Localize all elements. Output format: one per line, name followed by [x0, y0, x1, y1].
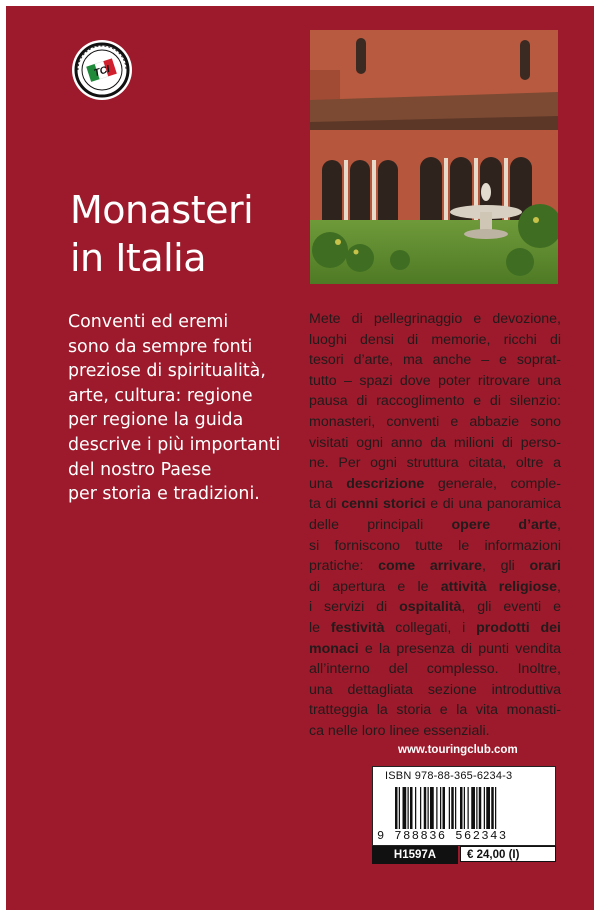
- barcode-bar: [443, 787, 446, 829]
- body-line: tutto – spazi dove poter ritrovare una: [309, 372, 561, 389]
- body-line: monasteri, conventi e abbazie sono: [309, 413, 561, 430]
- intro-line: del nostro Paese: [68, 459, 212, 480]
- price-label: € 24,00 (I): [460, 846, 556, 862]
- body-line: pratiche: come arrivare, gli orari: [309, 558, 561, 575]
- barcode-bar: [455, 787, 456, 829]
- barcode-bar: [471, 787, 475, 829]
- barcode-bar: [468, 787, 469, 829]
- barcode-bar: [440, 787, 441, 829]
- bold-cenni-storici: cenni storici: [341, 496, 426, 513]
- body-line: pausa di raccoglimento e di silenzio:: [309, 393, 561, 410]
- bold-descrizione: descrizione: [346, 475, 425, 492]
- description-text: [309, 309, 561, 741]
- intro-line: per storia e tradizioni.: [68, 484, 260, 505]
- body-line: all’interno del complesso. Inoltre,: [309, 661, 561, 678]
- body-line: le festività collegati, i prodotti dei: [309, 619, 561, 636]
- bold-opere-arte: opere d’arte: [451, 516, 558, 533]
- book-title: [70, 186, 300, 282]
- bold-monaci: monaci: [309, 640, 359, 657]
- tci-logo: [70, 38, 134, 102]
- body-line: di apertura e le attività religiose,: [309, 578, 561, 595]
- bold-orari: orari: [529, 558, 561, 575]
- body-line: una dettagliata sezione introduttiva: [309, 681, 561, 698]
- barcode-bar: [424, 787, 427, 829]
- barcode-bar: [451, 787, 454, 829]
- intro-line: per regione la guida: [68, 410, 244, 431]
- intro-line: sono da sempre fonti: [68, 336, 253, 357]
- intro-line: preziose di spiritualità,: [68, 361, 266, 382]
- barcode-bar: [449, 787, 450, 829]
- barcode-bar: [436, 787, 437, 829]
- website-link[interactable]: www.touringclub.com: [398, 744, 518, 756]
- barcode-bar: [430, 787, 434, 829]
- barcode-bar: [428, 787, 429, 829]
- body-line: Mete di pellegrinaggio e devozione,: [309, 311, 561, 327]
- body-line: i servizi di ospitalità, gli eventi e: [309, 599, 561, 616]
- monastery-cloister-photo: [310, 30, 558, 284]
- barcode-bar: [464, 787, 465, 829]
- title-line-1: Monasteri: [70, 188, 254, 232]
- body-line: delle principali opere d’arte,: [309, 516, 561, 533]
- book-back-cover: [6, 6, 594, 910]
- intro-text: [68, 310, 304, 507]
- barcode-bar: [420, 787, 421, 829]
- barcode-bar: [479, 787, 482, 829]
- intro-line: descrive i più importanti: [68, 434, 281, 455]
- barcode-bar: [399, 787, 400, 829]
- bold-ospitalita: ospitalità: [399, 599, 462, 616]
- ean-digits: 9 788836 562343: [377, 829, 508, 843]
- body-line: monaci e la presenza di punti vendita: [309, 640, 561, 657]
- bold-festivita: festività: [330, 619, 385, 636]
- price-row: [372, 846, 556, 864]
- body-line: tratteggia la storia e la vita monasti-: [309, 702, 561, 719]
- svg-text:TCI: TCI: [92, 63, 112, 80]
- bold-come-arrivare: come arrivare: [378, 558, 482, 575]
- barcode-bar: [395, 787, 398, 829]
- barcode-box: [372, 766, 556, 846]
- body-line: luoghi densi di memorie, ricchi di: [309, 331, 561, 348]
- barcode-bar: [491, 787, 494, 829]
- body-line: ne. Per ogni struttura citata, oltre a: [309, 455, 561, 472]
- barcode-bar: [403, 787, 407, 829]
- bold-prodotti-dei: prodotti dei: [476, 619, 561, 636]
- body-line: ca nelle loro linee essenziali.: [309, 722, 490, 739]
- body-line: visitati ogni anno da milioni di perso-: [309, 434, 561, 451]
- intro-line: arte, cultura: regione: [68, 385, 253, 406]
- barcode-bar: [486, 787, 490, 829]
- title-line-2: in Italia: [70, 236, 207, 280]
- body-line: si forniscono tutte le informazioni: [309, 537, 561, 554]
- barcode-bar: [476, 787, 477, 829]
- body-line: una descrizione generale, comple-: [309, 475, 561, 492]
- body-line: ta di cenni storici e di una panoramica: [309, 496, 561, 513]
- barcode-bar: [484, 787, 485, 829]
- product-code: H1597A: [372, 846, 458, 864]
- barcode-bar: [408, 787, 409, 829]
- barcode-bars: [395, 787, 545, 829]
- bold-attivita-religiose: attività religiose: [440, 578, 558, 595]
- barcode-bar: [460, 787, 463, 829]
- barcode-bar: [415, 787, 416, 829]
- barcode-bar: [495, 787, 496, 829]
- barcode-bar: [410, 787, 413, 829]
- intro-line: Conventi ed eremi: [68, 312, 229, 332]
- body-line: tesori d’arte, ma anche – e soprat-: [309, 352, 561, 369]
- isbn-text: ISBN 978-88-365-6234-3: [385, 770, 513, 782]
